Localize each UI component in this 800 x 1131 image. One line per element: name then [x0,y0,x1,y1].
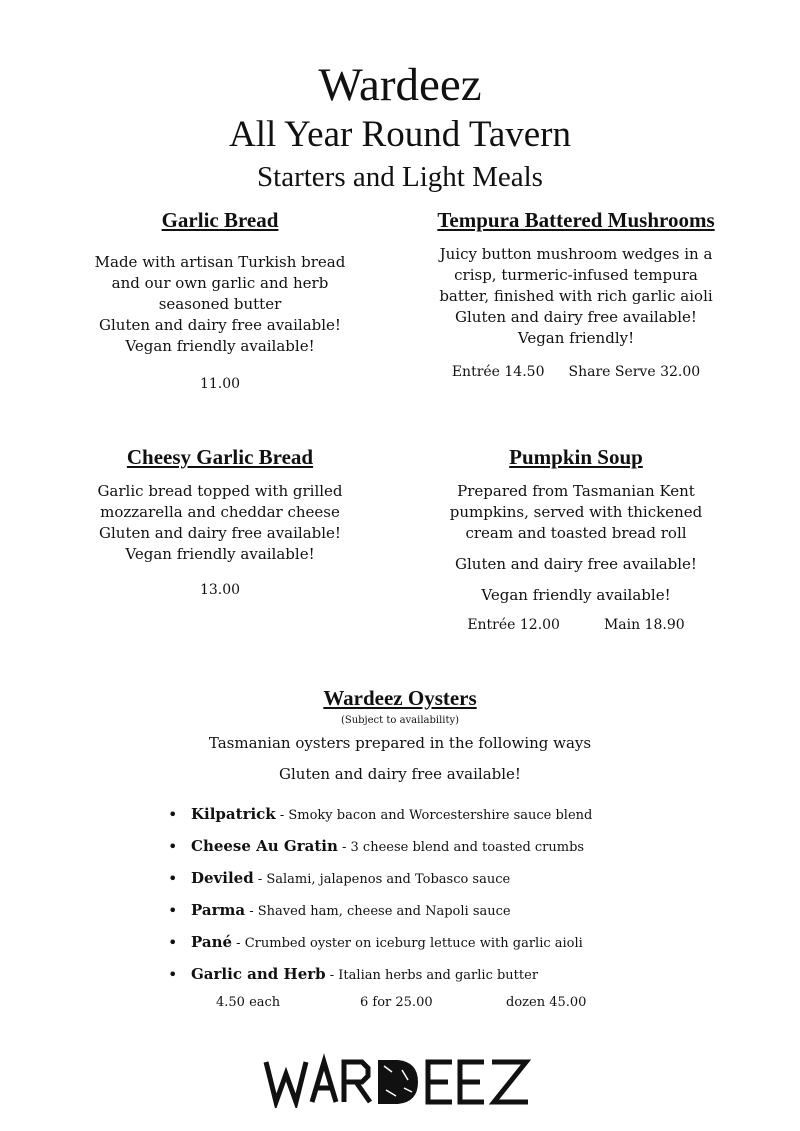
oyster-name: Pané [191,933,233,951]
dish-desc-line: Juicy button mushroom wedges in a [439,245,713,263]
bullet-icon: • [168,901,178,920]
oyster-desc: - Smoky bacon and Worcestershire sauce blend [275,808,593,823]
list-item [168,964,768,996]
bullet-icon: • [168,837,178,856]
oyster-desc: - Crumbed oyster on iceburg lettuce with garlic aioli [232,936,583,951]
price-entree: Entrée 12.00 [467,617,560,633]
dish-note: Gluten and dairy free available! [455,555,697,573]
bullet-icon: • [168,805,178,824]
dish-desc-line: pumpkins, served with thickened [449,503,703,521]
price-entree: Entrée 14.50 [451,364,545,380]
dish-price: 13.00 [199,582,241,598]
page-title: Wardeez [318,59,482,111]
dish-price-row [416,363,736,381]
price-main: Main 18.90 [603,617,685,633]
oyster-name: Deviled [191,869,254,887]
dish-desc-line: Vegan friendly! [517,329,635,347]
dish-desc-line: Garlic bread topped with grilled [97,482,343,500]
dish-title: Tempura Battered Mushrooms [437,208,715,232]
venue-subtitle: All Year Round Tavern [228,114,572,155]
dish-desc-line: and our own garlic and herb [111,274,329,292]
oyster-name: Parma [191,901,246,919]
oysters-title: Wardeez Oysters [323,686,477,710]
section-heading: Starters and Light Meals [257,161,543,193]
price-share: Share Serve 32.00 [568,364,701,380]
dish-title: Garlic Bread [161,208,279,232]
list-item [168,868,768,900]
dish-desc-line: crisp, turmeric-infused tempura [454,266,698,284]
list-item [168,932,768,964]
dish-desc-line: seasoned butter [158,295,282,313]
bullet-icon: • [168,965,178,984]
price-each: 4.50 each [216,995,281,1010]
dish-note: Vegan friendly available! [481,586,671,604]
logo-graphic [262,1052,538,1108]
wardeez-logo [262,1052,538,1108]
dish-price-row [416,616,736,634]
oyster-name: Kilpatrick [191,805,276,823]
dish-desc-line: Made with artisan Turkish bread [94,253,346,271]
bullet-icon: • [168,933,178,952]
list-item [168,836,768,868]
dish-garlic-bread [60,208,380,393]
dish-cheesy-garlic-bread [60,445,380,599]
dish-desc-line: Gluten and dairy free available! [455,308,697,326]
dish-desc-line: cream and toasted bread roll [465,524,687,542]
dish-pumpkin-soup [416,445,736,634]
dish-desc-line: Vegan friendly available! [125,545,315,563]
dish-title: Pumpkin Soup [509,445,643,469]
dish-price: 11.00 [199,376,241,392]
dish-desc-line: mozzarella and cheddar cheese [100,503,340,521]
oyster-name: Garlic and Herb [191,965,326,983]
oysters-intro: Tasmanian oysters prepared in the following ways [208,734,592,752]
oyster-desc: - Italian herbs and garlic butter [325,968,539,983]
oyster-desc: - Shaved ham, cheese and Napoli sauce [245,904,511,919]
dish-tempura-mushrooms [416,208,736,381]
list-item [168,900,768,932]
dish-desc-line: Prepared from Tasmanian Kent [457,482,695,500]
price-dozen: dozen 45.00 [506,995,587,1010]
oyster-desc: - Salami, jalapenos and Tobasco sauce [253,872,511,887]
dish-desc-line: Vegan friendly available! [125,337,315,355]
dish-desc-line: Gluten and dairy free available! [99,316,341,334]
oysters-header [0,686,800,785]
oyster-list [168,804,768,996]
oyster-prices [0,995,800,1013]
availability-note: (Subject to availability) [340,715,460,726]
price-six: 6 for 25.00 [360,995,433,1010]
oysters-note: Gluten and dairy free available! [279,765,521,783]
oyster-name: Cheese Au Gratin [191,837,338,855]
dish-desc-line: Gluten and dairy free available! [99,524,341,542]
bullet-icon: • [168,869,178,888]
list-item [168,804,768,836]
oyster-desc: - 3 cheese blend and toasted crumbs [337,840,585,855]
dish-desc-line: batter, finished with rich garlic aioli [439,287,713,305]
dish-title: Cheesy Garlic Bread [126,445,314,469]
